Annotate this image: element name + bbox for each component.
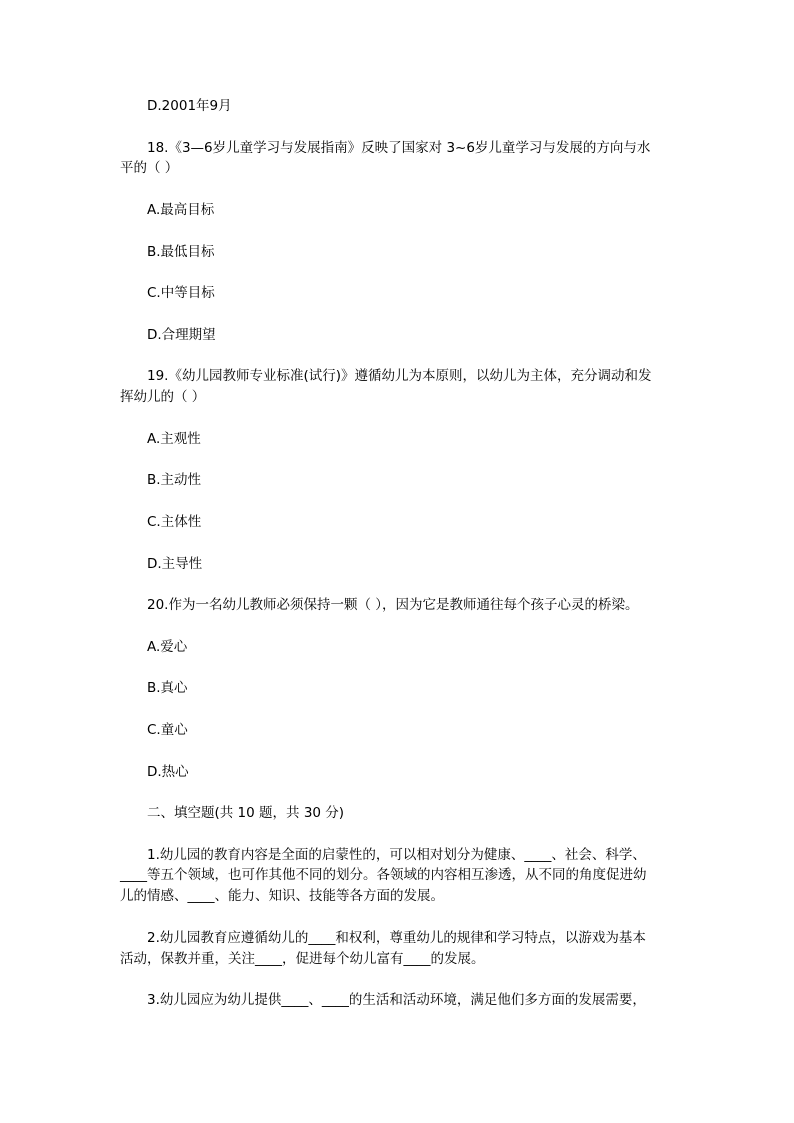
answer-option bbox=[120, 637, 680, 658]
text-line: C.童心 bbox=[147, 721, 188, 738]
answer-option bbox=[120, 720, 680, 741]
text-line: B.最低目标 bbox=[147, 243, 215, 260]
text-line: 2.幼儿园教育应遵循幼儿的____和权利，尊重幼儿的规律和学习特点，以游戏为基本 bbox=[147, 929, 646, 946]
question-text bbox=[120, 595, 680, 616]
text-line: B.真心 bbox=[147, 680, 188, 697]
answer-option bbox=[120, 242, 680, 263]
answer-option bbox=[120, 96, 680, 117]
text-line: B.主动性 bbox=[147, 472, 202, 489]
question-text bbox=[120, 366, 680, 408]
answer-option bbox=[120, 512, 680, 533]
text-line: D.热心 bbox=[147, 763, 189, 780]
text-line: C.主体性 bbox=[147, 513, 202, 530]
answer-option bbox=[120, 762, 680, 783]
answer-option bbox=[120, 325, 680, 346]
text-line: 儿的情感、____、能力、知识、技能等各方面的发展。 bbox=[120, 888, 444, 905]
text-line: A.爱心 bbox=[147, 638, 188, 655]
text-line: A.最高目标 bbox=[147, 201, 215, 218]
text-line: 18.《3—6岁儿童学习与发展指南》反映了国家对 3~6岁儿童学习与发展的方向与水 bbox=[147, 139, 651, 156]
text-line: 二、填空题(共 10 题，共 30 分) bbox=[147, 805, 345, 822]
question-text bbox=[120, 845, 680, 907]
text-line: A.主观性 bbox=[147, 430, 201, 447]
section-heading bbox=[120, 803, 680, 824]
question-text bbox=[120, 138, 680, 180]
answer-option bbox=[120, 554, 680, 575]
document-page bbox=[120, 96, 680, 1032]
answer-option bbox=[120, 283, 680, 304]
text-line: 挥幼儿的（ ） bbox=[120, 389, 206, 406]
text-line: 19.《幼儿园教师专业标准(试行)》遵循幼儿为本原则，以幼儿为主体，充分调动和发 bbox=[147, 368, 652, 385]
text-line: D.合理期望 bbox=[147, 326, 216, 343]
text-line: C.中等目标 bbox=[147, 285, 215, 302]
text-line: D.2001年9月 bbox=[147, 98, 232, 114]
question-text bbox=[120, 990, 680, 1011]
text-line: 活动，保教并重，关注____，促进每个幼儿富有____的发展。 bbox=[120, 950, 485, 967]
text-line: 3.幼儿园应为幼儿提供____、____的生活和活动环境，满足他们多方面的发展需要， bbox=[147, 992, 646, 1009]
answer-option bbox=[120, 429, 680, 450]
text-line: 平的（ ） bbox=[120, 160, 179, 177]
text-line: ____等五个领域，也可作其他不同的划分。各领域的内容相互渗透，从不同的角度促进幼 bbox=[120, 867, 647, 884]
answer-option bbox=[120, 470, 680, 491]
text-line: D.主导性 bbox=[147, 555, 203, 572]
answer-option bbox=[120, 678, 680, 699]
text-line: 1.幼儿园的教育内容是全面的启蒙性的，可以相对划分为健康、____、社会、科学、 bbox=[147, 846, 646, 863]
answer-option bbox=[120, 200, 680, 221]
question-text bbox=[120, 928, 680, 970]
text-line: 20.作为一名幼儿教师必须保持一颗（ ），因为它是教师通往每个孩子心灵的桥梁。 bbox=[147, 597, 639, 614]
